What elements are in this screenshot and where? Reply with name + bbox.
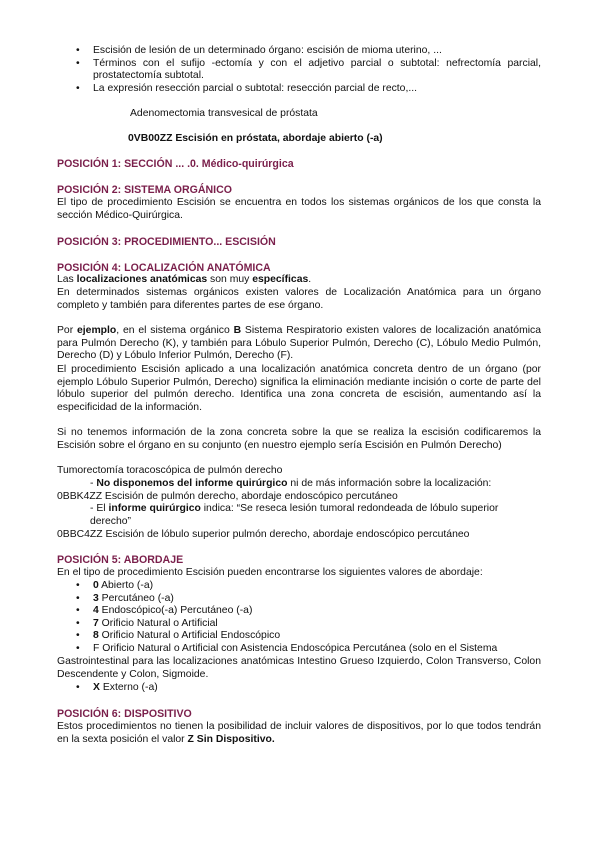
approach-text: Orificio Natural o Artificial Endoscópico	[98, 630, 281, 642]
pos4-example-paragraph	[57, 325, 541, 363]
pos4-p2-a: Por	[57, 325, 77, 336]
pos4-line1-e: .	[308, 274, 312, 285]
list-item: • F Orificio Natural o Artificial con Asistencia Endoscópica Percutánea (solo en el Sistema	[57, 643, 541, 656]
pos1-heading: POSICIÓN 1: SECCIÓN ... .0. Médico-quirúrgica	[57, 158, 294, 170]
list-item: • Escisión de lesión de un determinado órgano: escisión de mioma uterino, ...	[57, 45, 541, 58]
pos6-heading: POSICIÓN 6: DISPOSITIVO	[57, 708, 192, 720]
approach-text: Endoscópico(-a) Percutáneo (-a)	[98, 605, 253, 617]
list-item: • Términos con el sufijo -ectomía y con el adjetivo parcial o subtotal: nefrectomía parcial, prostatectomía subtotal.	[57, 58, 541, 83]
list-item	[57, 618, 541, 631]
approach-text: Externo (-a)	[99, 682, 158, 693]
pos4-line1-a: Las	[57, 274, 77, 285]
pos2-text: El tipo de procedimiento Escisión se encuentra en todos los sistemas orgánicos de los que consta la sección Médico-Quirúrgica.	[57, 197, 541, 221]
pos3-heading: POSICIÓN 3: PROCEDIMIENTO... ESCISIÓN	[57, 236, 276, 248]
pos4-line1-c: son muy	[207, 274, 253, 285]
pos4-p2-e: Sistema Respiratorio existen valores de localización anatómica para Pulmón Derecho (K), y también para Lóbulo Superior Pulmón, Derecho (C), Lóbulo Medio Pulmón, Derecho (D) y Lóbulo Inferior Pulmón, Derecho (F).	[57, 325, 542, 362]
approach-text: Abierto (-a)	[98, 580, 154, 591]
pos4-ex-yes-c: indica: “Se reseca lesión tumoral redondeada de lóbulo superior derecho”	[90, 503, 499, 527]
pos4-p2-b: ejemplo	[77, 325, 117, 336]
pos4-paragraph: En determinados sistemas orgánicos existen valores de Localización Anatómica para un órgano completo y también para diferentes partes de ese órgano.	[57, 287, 541, 311]
pos4-paragraph: Si no tenemos información de la zona concreta sobre la que se realiza la escisión codificaremos la Escisión sobre el órgano en su conjunto (en nuestro ejemplo sería Escisión en Pulmón Derecho)	[57, 427, 541, 451]
pos4-example-code: 0BBK4ZZ Escisión de pulmón derecho, abordaje endoscópico percutáneo	[57, 491, 398, 502]
example-code: 0VB00ZZ Escisión en próstata, abordaje abierto (-a)	[128, 133, 383, 144]
approach-code: X	[93, 682, 100, 693]
pos6-text-b: Z Sin Dispositivo.	[187, 733, 275, 745]
pos5-approach-list	[57, 580, 541, 656]
pos6-text-a: Estos procedimientos no tienen la posibilidad de incluir valores de dispositivos, por lo que todos tendrán en la sexta posición el valor	[57, 721, 541, 745]
pos4-heading: POSICIÓN 4: LOCALIZACIÓN ANATÓMICA	[57, 262, 271, 274]
pos4-paragraph: El procedimiento Escisión aplicado a una localización anatómica concreta dentro de un órgano (por ejemplo Lóbulo Superior Pulmón, Derecho) significa la eliminación mediante incisión o corte de parte del lóbulo superior del pulmón derecho. Identifica una zona concreta de escisión, aumentando así la especificidad de la información.	[57, 364, 541, 413]
approach-code: 7	[93, 617, 99, 629]
pos5-heading: POSICIÓN 5: ABORDAJE	[57, 554, 184, 566]
pos6-text	[57, 721, 541, 746]
pos4-example-no-report	[90, 478, 541, 491]
approach-code: 0	[93, 580, 99, 591]
pos4-line1-d: específicas	[252, 274, 309, 285]
approach-code: 4	[93, 605, 99, 617]
pos4-line1	[57, 274, 541, 287]
approach-text: Percutáneo (-a)	[98, 592, 174, 604]
pos4-ex-no-c: ni de más información sobre la localización:	[287, 478, 492, 489]
list-item	[57, 593, 541, 606]
pos4-line1-b: localizaciones anatómicas	[76, 274, 208, 285]
pos4-example-title: Tumorectomía toracoscópica de pulmón derecho	[57, 465, 283, 476]
pos4-ex-yes-b: informe quirúrgico	[108, 503, 201, 514]
pos4-example-report	[90, 503, 541, 528]
approach-code: 8	[93, 630, 99, 642]
pos4-p2-c: , en el sistema orgánico	[116, 325, 234, 336]
list-item	[57, 630, 541, 643]
approach-text: Orificio Natural o Artificial	[98, 617, 218, 629]
pos4-ex-no-a: -	[90, 478, 97, 489]
list-item: • La expresión resección parcial o subtotal: resección parcial de recto,...	[57, 83, 541, 96]
example-term: Adenomectomia transvesical de próstata	[130, 108, 318, 119]
pos2-heading: POSICIÓN 2: SISTEMA ORGÁNICO	[57, 184, 233, 196]
pos4-p2-d: B	[233, 325, 242, 336]
top-bullet-list	[57, 45, 541, 95]
pos4-ex-yes-a: - El	[90, 503, 109, 514]
pos5-intro: En el tipo de procedimiento Escisión pueden encontrarse los siguientes valores de abordaje:	[57, 567, 483, 578]
list-item	[57, 682, 541, 695]
pos4-ex-no-b: No disponemos del informe quirúrgico	[96, 478, 288, 489]
list-item	[57, 605, 541, 618]
list-item	[57, 580, 541, 593]
pos5-x-item	[57, 682, 541, 695]
pos5-f-continuation: Gastrointestinal para las localizaciones anatómicas Intestino Grueso Izquierdo, Colon Transverso, Colon Descendente y Colon, Sigmoide.	[57, 656, 541, 680]
pos4-example-code: 0BBC4ZZ Escisión de lóbulo superior pulmón derecho, abordaje endoscópico percutáneo	[57, 529, 470, 540]
approach-code: 3	[93, 592, 99, 604]
